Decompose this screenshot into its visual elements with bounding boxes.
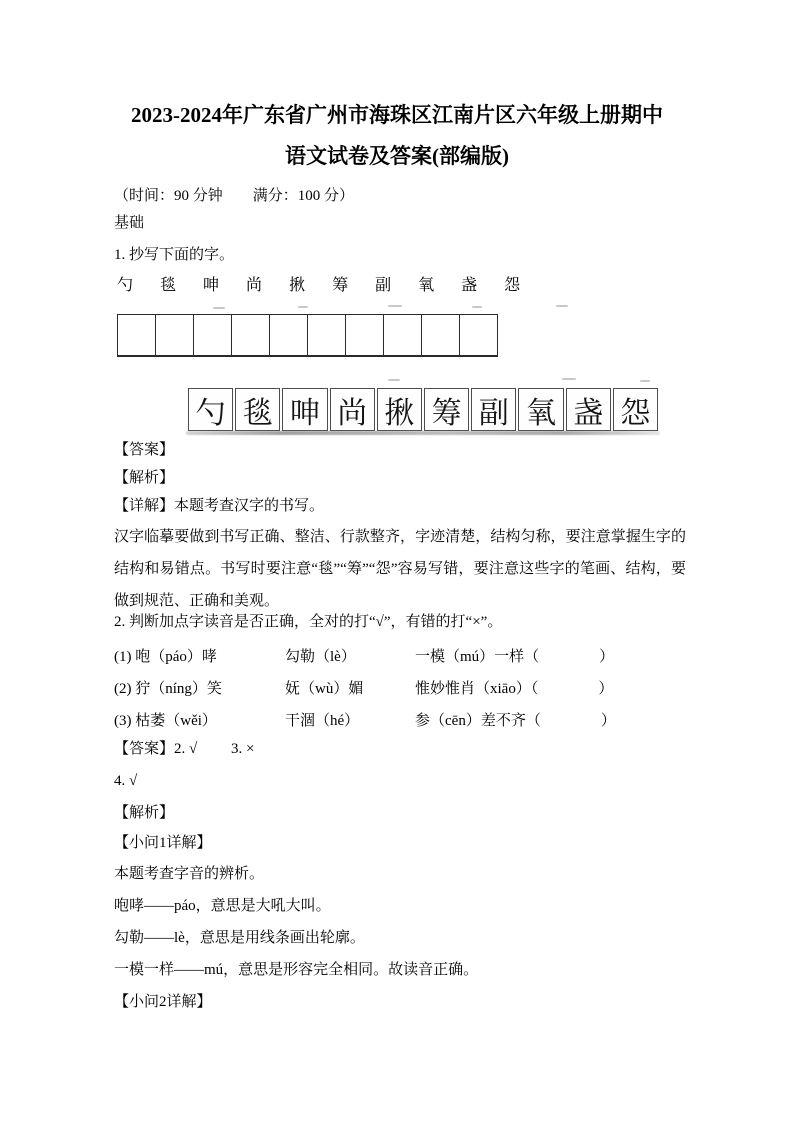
copy-character: 氧 bbox=[418, 277, 435, 294]
handwriting-grid-cell: 副 bbox=[471, 388, 516, 431]
detail-1-heading: 【详解】本题考查汉字的书写。 bbox=[114, 498, 325, 514]
scan-artifact bbox=[562, 378, 576, 380]
subquestion-2-label: 【小问2详解】 bbox=[114, 994, 212, 1010]
question-2-item: (2) 狞（níng）笑 bbox=[114, 681, 222, 697]
writing-grid-cell bbox=[155, 315, 193, 355]
question-2-item: 妩（wù）媚 bbox=[285, 681, 364, 697]
writing-grid-cell bbox=[231, 315, 269, 355]
writing-grid-cell bbox=[459, 315, 497, 355]
question-2-item: 勾勒（lè） bbox=[285, 649, 356, 665]
writing-grid-cell bbox=[345, 315, 383, 355]
question-2-prompt: 2. 判断加点字读音是否正确，全对的打“√”，有错的打“×”。 bbox=[114, 614, 503, 630]
scan-artifact bbox=[640, 380, 650, 382]
copy-character: 筹 bbox=[332, 277, 349, 294]
section-heading-basics: 基础 bbox=[114, 215, 145, 231]
handwriting-grid-cell: 毯 bbox=[235, 388, 280, 431]
copy-character: 副 bbox=[375, 277, 392, 294]
question-2-item: 参（cēn）差不齐（ ） bbox=[415, 713, 616, 729]
question-2-row-2 bbox=[114, 679, 680, 699]
explanation-line: 勾勒——lè，意思是用线条画出轮廓。 bbox=[114, 930, 365, 946]
analysis-1-label: 【解析】 bbox=[114, 470, 175, 486]
question-1-model-handwriting-image bbox=[188, 388, 658, 431]
question-1-writing-grid bbox=[117, 314, 498, 357]
handwriting-grid-cell: 氧 bbox=[518, 388, 563, 431]
scan-shadow bbox=[186, 431, 660, 435]
exam-title-line-2: 语文试卷及答案(部编版) bbox=[285, 144, 509, 168]
copy-character: 呻 bbox=[203, 277, 220, 294]
copy-character: 毯 bbox=[160, 277, 177, 294]
scan-artifact bbox=[298, 306, 308, 308]
handwriting-grid-cell: 筹 bbox=[424, 388, 469, 431]
question-2-item: 惟妙惟肖（xiāo）（ ） bbox=[415, 681, 614, 697]
question-2-item: (1) 咆（páo）哮 bbox=[114, 649, 217, 665]
answer-1-label: 【答案】 bbox=[114, 442, 175, 458]
question-2-row-3 bbox=[114, 711, 680, 731]
question-2-item: 一模（mú）一样（ ） bbox=[415, 649, 615, 665]
scan-artifact bbox=[388, 379, 400, 381]
question-2-item: 干涸（hé） bbox=[285, 713, 360, 729]
writing-grid-cell bbox=[193, 315, 231, 355]
handwriting-grid-cell: 揪 bbox=[377, 388, 422, 431]
answer-2-line-4: 4. √ bbox=[114, 773, 138, 789]
scan-artifact bbox=[472, 306, 482, 308]
exam-title-line-1: 2023-2024年广东省广州市海珠区江南片区六年级上册期中 bbox=[131, 103, 663, 127]
explanation-line: 咆哮——páo，意思是大吼大叫。 bbox=[114, 898, 331, 914]
copy-character: 尚 bbox=[246, 277, 263, 294]
writing-grid-cell bbox=[118, 315, 155, 355]
handwriting-grid-cell: 尚 bbox=[330, 388, 375, 431]
question-1-characters-row bbox=[117, 276, 520, 296]
answer-2-line: 【答案】2. √ 3. × bbox=[114, 741, 255, 757]
handwriting-grid-cell: 呻 bbox=[282, 388, 327, 431]
exam-meta-info: （时间：90 分钟 满分：100 分） bbox=[114, 188, 355, 204]
copy-character: 勺 bbox=[117, 277, 134, 294]
subquestion-1-label: 【小问1详解】 bbox=[114, 835, 212, 851]
writing-grid-cell bbox=[421, 315, 459, 355]
question-1-prompt: 1. 抄写下面的字。 bbox=[114, 247, 235, 263]
analysis-2-label: 【解析】 bbox=[114, 805, 175, 821]
handwriting-grid-cell: 怨 bbox=[613, 388, 658, 431]
handwriting-grid-cell: 盏 bbox=[566, 388, 611, 431]
question-2-row-1 bbox=[114, 647, 680, 667]
question-2-item: (3) 枯萎（wěi） bbox=[114, 713, 217, 729]
detail-1-paragraph: 汉字临摹要做到书写正确、整洁、行款整齐，字迹清楚，结构匀称，要注意掌握生字的结构和易错点。书写时要注意“毯”“筹”“怨”容易写错，要注意这些字的笔画、结构，要做到规范、正确和美观。 bbox=[114, 529, 686, 609]
copy-character: 怨 bbox=[504, 277, 521, 294]
writing-grid-cell bbox=[307, 315, 345, 355]
copy-character: 揪 bbox=[289, 277, 306, 294]
explanation-line: 一模一样——mú，意思是形容完全相同。故读音正确。 bbox=[114, 962, 479, 978]
writing-grid-cell bbox=[383, 315, 421, 355]
copy-character: 盏 bbox=[461, 277, 478, 294]
scan-artifact bbox=[213, 307, 225, 309]
scan-artifact bbox=[556, 305, 568, 307]
scan-artifact bbox=[388, 305, 402, 307]
explanation-line: 本题考查字音的辨析。 bbox=[114, 866, 265, 882]
handwriting-grid-cell: 勺 bbox=[188, 388, 233, 431]
writing-grid-cell bbox=[269, 315, 307, 355]
